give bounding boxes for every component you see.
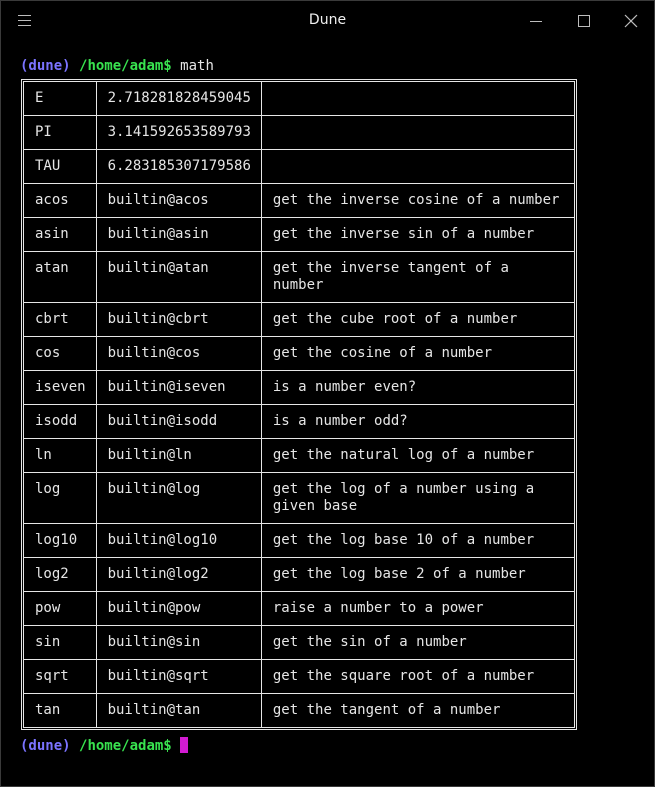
description-cell: get the inverse cosine of a number (261, 184, 574, 218)
value-cell: builtin@sin (96, 626, 261, 660)
prompt-path: /home/adam$ (79, 738, 172, 754)
value-cell: 2.718281828459045 (96, 82, 261, 116)
value-cell: builtin@sqrt (96, 660, 261, 694)
table-row (24, 371, 575, 405)
name-cell: atan (24, 252, 97, 303)
description-cell: is a number odd? (261, 405, 574, 439)
table-row (24, 473, 575, 524)
name-cell: acos (24, 184, 97, 218)
value-cell: builtin@log10 (96, 524, 261, 558)
description-cell: raise a number to a power (261, 592, 574, 626)
math-module-table (23, 81, 575, 728)
prompt-path: /home/adam$ (79, 58, 172, 74)
name-cell: tan (24, 694, 97, 728)
description-cell: get the natural log of a number (261, 439, 574, 473)
value-cell: builtin@log2 (96, 558, 261, 592)
name-cell: TAU (24, 150, 97, 184)
prompt-command: math (180, 58, 214, 74)
table-row (24, 184, 575, 218)
description-cell: get the tangent of a number (261, 694, 574, 728)
value-cell: builtin@log (96, 473, 261, 524)
value-cell: builtin@isodd (96, 405, 261, 439)
description-cell: is a number even? (261, 371, 574, 405)
description-cell (261, 116, 574, 150)
minimize-icon[interactable] (526, 11, 546, 31)
name-cell: log (24, 473, 97, 524)
name-cell: sqrt (24, 660, 97, 694)
description-cell: get the cube root of a number (261, 303, 574, 337)
description-cell (261, 150, 574, 184)
table-row (24, 218, 575, 252)
table-row (24, 150, 575, 184)
name-cell: E (24, 82, 97, 116)
table-row (24, 252, 575, 303)
value-cell: 3.141592653589793 (96, 116, 261, 150)
description-cell: get the inverse tangent of a number (261, 252, 574, 303)
description-cell: get the square root of a number (261, 660, 574, 694)
table-row (24, 558, 575, 592)
value-cell: builtin@iseven (96, 371, 261, 405)
table-row (24, 694, 575, 728)
name-cell: iseven (24, 371, 97, 405)
description-cell: get the log base 2 of a number (261, 558, 574, 592)
window-title: Dune (308, 12, 347, 28)
title-bar[interactable] (1, 1, 654, 41)
name-cell: cbrt (24, 303, 97, 337)
description-cell (261, 82, 574, 116)
name-cell: asin (24, 218, 97, 252)
prompt-env: (dune) (20, 738, 71, 754)
name-cell: log10 (24, 524, 97, 558)
table-row (24, 405, 575, 439)
name-cell: PI (24, 116, 97, 150)
text-cursor (180, 737, 188, 753)
active-prompt-line[interactable] (20, 737, 188, 755)
table-row (24, 303, 575, 337)
description-cell: get the cosine of a number (261, 337, 574, 371)
value-cell: builtin@cbrt (96, 303, 261, 337)
value-cell: builtin@cos (96, 337, 261, 371)
value-cell: builtin@atan (96, 252, 261, 303)
table-row (24, 439, 575, 473)
value-cell: builtin@pow (96, 592, 261, 626)
prompt-env: (dune) (20, 58, 71, 74)
description-cell: get the inverse sin of a number (261, 218, 574, 252)
table-row (24, 626, 575, 660)
value-cell: builtin@acos (96, 184, 261, 218)
name-cell: pow (24, 592, 97, 626)
table-row (24, 82, 575, 116)
name-cell: sin (24, 626, 97, 660)
description-cell: get the sin of a number (261, 626, 574, 660)
name-cell: cos (24, 337, 97, 371)
command-prompt-line (20, 57, 640, 75)
close-icon[interactable] (621, 11, 641, 31)
description-cell: get the log base 10 of a number (261, 524, 574, 558)
name-cell: log2 (24, 558, 97, 592)
name-cell: isodd (24, 405, 97, 439)
table-row (24, 337, 575, 371)
value-cell: builtin@tan (96, 694, 261, 728)
table-row (24, 116, 575, 150)
terminal-output[interactable] (20, 57, 640, 718)
maximize-icon[interactable] (574, 11, 594, 31)
table-row (24, 524, 575, 558)
name-cell: ln (24, 439, 97, 473)
value-cell: builtin@asin (96, 218, 261, 252)
table-row (24, 592, 575, 626)
value-cell: 6.283185307179586 (96, 150, 261, 184)
table-row (24, 660, 575, 694)
description-cell: get the log of a number using a given base (261, 473, 574, 524)
value-cell: builtin@ln (96, 439, 261, 473)
